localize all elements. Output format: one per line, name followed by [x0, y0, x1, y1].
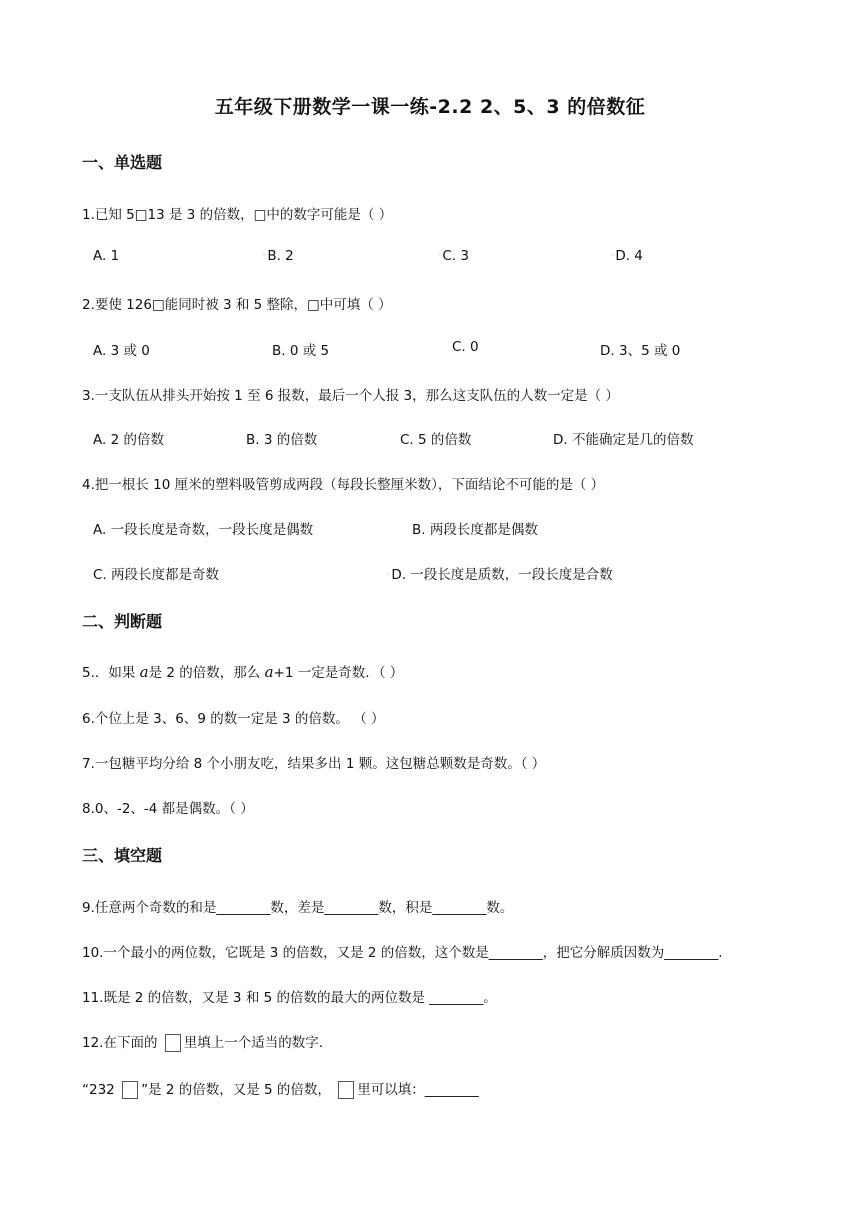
- q1-option-c: [437, 248, 469, 264]
- q4-option-b: B. 两段长度都是偶数: [412, 522, 538, 538]
- q2-option-a: A. 3 或 0: [93, 343, 150, 359]
- question-4: 4.把一根长 10 厘米的塑料吸管剪成两段（每段长整厘米数），下面结论不可能的是（ ）: [82, 477, 605, 493]
- q5-variable-a: a: [139, 663, 149, 681]
- page-title: 五年级下册数学一课一练-2.2 2、5、3 的倍数征: [214, 96, 646, 118]
- answer-box: [338, 1081, 354, 1099]
- q5-text-mid: 是 2 的倍数，那么: [148, 665, 265, 681]
- q1-option-d: [610, 248, 643, 264]
- q5-text-post: +1 一定是奇数．（ ）: [273, 665, 404, 681]
- answer-box: [122, 1081, 138, 1099]
- question-12-statement: [82, 1078, 479, 1099]
- question-12: [82, 1031, 323, 1052]
- q12b-text-pre: “232: [82, 1082, 120, 1098]
- q1-option-a: A. 1: [93, 248, 120, 264]
- q1-option-d-label: D. 4: [615, 248, 643, 264]
- q2-option-c: C. 0: [452, 339, 479, 355]
- q1-option-b-label: B. 2: [267, 248, 294, 264]
- question-8: 8.0、-2、-4 都是偶数。（ ）: [82, 801, 254, 817]
- q12-text-pre: 12.在下面的: [82, 1035, 162, 1051]
- question-7: 7.一包糖平均分给 8 个小朋友吃，结果多出 1 颗。这包糖总颗数是奇数。（ ）: [82, 756, 546, 772]
- q1-option-b: [262, 248, 294, 264]
- q4-option-d: [386, 563, 613, 583]
- question-3: 3.一支队伍从排头开始按 1 至 6 报数，最后一个人报 3，那么这支队伍的人数一定是（ ）: [82, 388, 619, 404]
- q12b-text-mid: ”是 2 的倍数，又是 5 的倍数，: [141, 1082, 336, 1098]
- q4-option-d-label: D. 一段长度是质数，一段长度是合数: [391, 567, 613, 583]
- q3-option-c: C. 5 的倍数: [400, 432, 472, 448]
- section-heading-single-choice: 一、单选题: [82, 153, 163, 172]
- answer-box: [165, 1034, 181, 1052]
- q3-option-d: D. 不能确定是几的倍数: [553, 432, 694, 448]
- question-1: 1.已知 5□13 是 3 的倍数，□中的数字可能是（ ）: [82, 207, 393, 223]
- q3-option-a: A. 2 的倍数: [93, 432, 164, 448]
- q3-option-b: B. 3 的倍数: [246, 432, 318, 448]
- question-6: 6.个位上是 3、6、9 的数一定是 3 的倍数。 （ ）: [82, 711, 385, 727]
- question-10: 10.一个最小的两位数，它既是 3 的倍数，又是 2 的倍数，这个数是________，把它分解质因数为________.: [82, 945, 723, 961]
- q4-option-c: C. 两段长度都是奇数: [93, 567, 220, 583]
- question-2: 2.要使 126□能同时被 3 和 5 整除，□中可填（ ）: [82, 297, 392, 313]
- q5-variable-a-2: a: [264, 663, 274, 681]
- dot-icon: ◦: [610, 251, 616, 261]
- q1-option-c-label: C. 3: [442, 248, 469, 264]
- section-heading-true-false: 二、判断题: [82, 612, 163, 631]
- q5-text-pre: 5.．如果: [82, 665, 140, 681]
- question-9: 9.任意两个奇数的和是________数，差是________数，积是________数。: [82, 900, 514, 916]
- q12b-text-post: 里可以填：________: [357, 1082, 479, 1098]
- question-11: 11.既是 2 的倍数，又是 3 和 5 的倍数的最大的两位数是 ________。: [82, 990, 497, 1006]
- q12-text-post: 里填上一个适当的数字.: [183, 1035, 324, 1051]
- dot-icon: ◦: [386, 570, 392, 580]
- dot-icon: ◦: [437, 251, 443, 261]
- section-heading-fill-blank: 三、填空题: [82, 846, 163, 865]
- q2-option-d: D. 3、5 或 0: [600, 343, 681, 359]
- dot-icon: ◦: [262, 251, 268, 261]
- q2-option-b: B. 0 或 5: [272, 343, 330, 359]
- q4-option-a: A. 一段长度是奇数，一段长度是偶数: [93, 522, 314, 538]
- question-5: [82, 661, 403, 681]
